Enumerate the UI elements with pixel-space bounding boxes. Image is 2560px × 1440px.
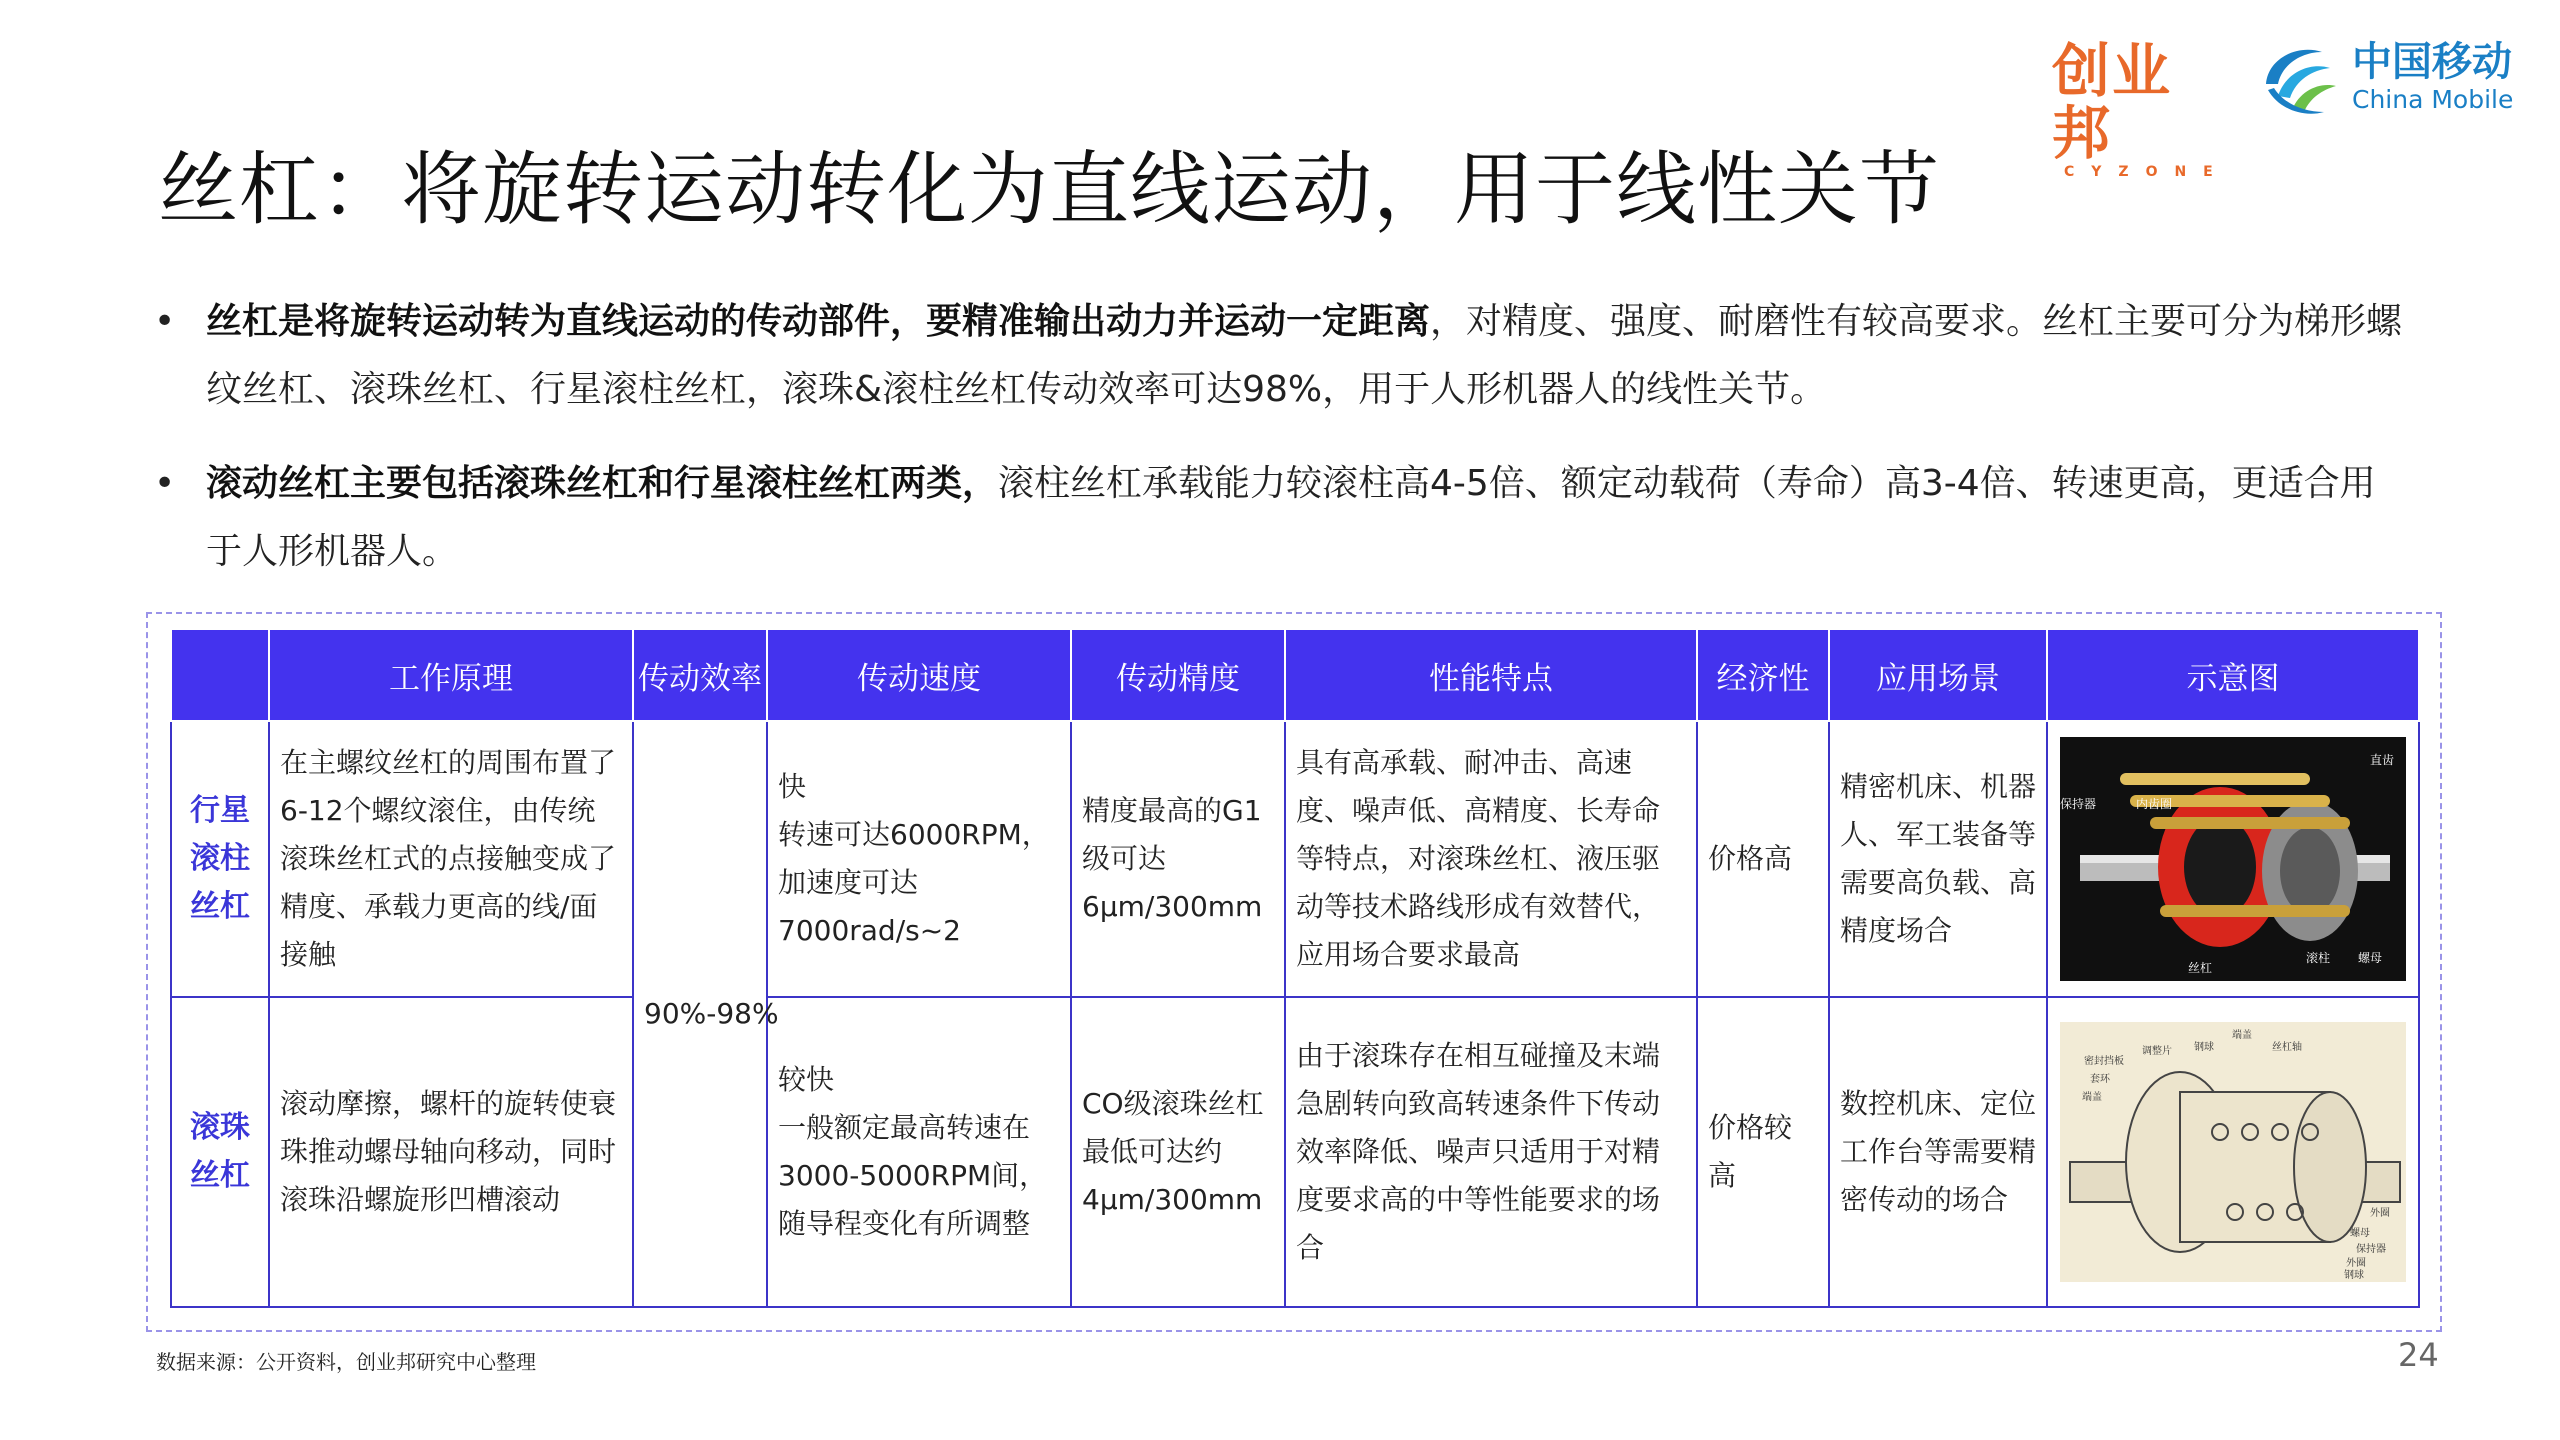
row-name-cell: 滚珠丝杠 <box>171 997 269 1307</box>
header-cell-features: 性能特点 <box>1285 629 1697 721</box>
ball-screw-image-label: 外圈 <box>2346 1258 2366 1269</box>
china-mobile-emblem-icon <box>2258 38 2342 122</box>
principle-cell: 滚动摩擦，螺杆的旋转使衰珠推动螺母轴向移动，同时滚珠沿螺旋形凹槽滚动 <box>269 997 633 1307</box>
ball-screw-image-label: 调整片 <box>2142 1046 2172 1057</box>
planetary-image-label: 保持器 <box>2060 797 2097 811</box>
header-cell-economy: 经济性 <box>1697 629 1829 721</box>
efficiency-cell: 90%-98% <box>633 721 767 1307</box>
speed-cell: 快 转速可达6000RPM，加速度可达7000rad/s~2 <box>767 721 1071 997</box>
ball-screw-image-label: 钢球 <box>2194 1042 2214 1053</box>
table-row <box>171 721 2419 997</box>
ball-screw-image-label: 钢球 <box>2344 1270 2364 1281</box>
cyzone-logo-text: 创业邦 <box>2052 37 2173 167</box>
features-cell: 具有高承载、耐冲击、高速度、噪声低、高精度、长寿命等特点，对滚珠丝杠、液压驱动等技术路线形成有效替代，应用场合要求最高 <box>1285 721 1697 997</box>
header-cell-principle: 工作原理 <box>269 629 633 721</box>
economy-cell: 价格高 <box>1697 721 1829 997</box>
bullet-item <box>150 450 2410 586</box>
bullet-dot-icon: • <box>154 301 176 342</box>
ball-screw-image-label: 端盖 <box>2082 1092 2102 1103</box>
ball-screw-image <box>2060 1022 2406 1282</box>
bullet-text: 滚柱丝杠承载能力较滚柱高4-5倍、额定动载荷（寿命）高3-4倍、转速更高，更适合用于人形机器人。 <box>206 463 2376 572</box>
china-mobile-cn-text: 中国移动 <box>2352 39 2512 85</box>
china-mobile-en-text: China Mobile <box>2352 85 2514 114</box>
bullet-bold-text: 滚动丝杠主要包括滚珠丝杠和行星滚柱丝杠两类， <box>206 463 999 504</box>
row-name-cell: 行星滚柱丝杠 <box>171 721 269 997</box>
header-cell-application: 应用场景 <box>1829 629 2047 721</box>
table-row <box>171 997 2419 1307</box>
features-cell: 由于滚珠存在相互碰撞及末端急剧转向致高转速条件下传动效率降低、噪声只适用于对精度要求高的中等性能要求的场合 <box>1285 997 1697 1307</box>
bullet-dot-icon: • <box>154 463 176 504</box>
cyzone-logo <box>2052 37 2230 180</box>
footnote-source: 数据来源：公开资料，创业邦研究中心整理 <box>156 1350 536 1374</box>
page-number: 24 <box>2398 1336 2439 1374</box>
ball-screw-image-label: 端盖 <box>2232 1030 2252 1041</box>
planetary-image-label: 丝杠 <box>2188 961 2213 975</box>
principle-cell: 在主螺纹丝杠的周围布置了6-12个螺纹滚住，由传统滚珠丝杠式的点接触变成了精度、承载力更高的线/面接触 <box>269 721 633 997</box>
bullet-item <box>150 288 2410 424</box>
planetary-image-label: 螺母 <box>2358 951 2383 965</box>
ball-screw-image-label: 保持器 <box>2356 1244 2386 1255</box>
planetary-image-label: 内齿圈 <box>2136 797 2173 811</box>
diagram-cell <box>2047 997 2419 1307</box>
table-header-row <box>171 629 2419 721</box>
application-cell: 数控机床、定位工作台等需要精密传动的场合 <box>1829 997 2047 1307</box>
header-cell-speed: 传动速度 <box>767 629 1071 721</box>
precision-cell: 精度最高的G1级可达6μm/300mm <box>1071 721 1285 997</box>
speed-cell: 较快 一般额定最高转速在3000-5000RPM间，随导程变化有所调整 <box>767 997 1071 1307</box>
page-title: 丝杠：将旋转运动转化为直线运动，用于线性关节 <box>158 143 1940 236</box>
ball-screw-image-label: 螺母 <box>2350 1228 2370 1239</box>
ball-screw-image-label: 丝杠轴 <box>2272 1042 2302 1053</box>
economy-cell: 价格较高 <box>1697 997 1829 1307</box>
header-cell-diagram: 示意图 <box>2047 629 2419 721</box>
planetary-roller-screw-image <box>2060 737 2406 981</box>
cyzone-logo-subtext: CYZONE <box>2064 164 2230 180</box>
header-cell-precision: 传动精度 <box>1071 629 1285 721</box>
bullet-list <box>150 288 2410 612</box>
diagram-cell <box>2047 721 2419 997</box>
ball-screw-image-label: 外圈 <box>2370 1208 2390 1219</box>
china-mobile-logo <box>2258 36 2528 126</box>
bullet-text: ，对精度、强度、耐磨性有较高要求。丝杠主要可分为梯形螺纹丝杠、滚珠丝杠、行星滚柱丝杠，滚珠&滚柱丝杠传动效率可达98%，用于人形机器人的线性关节。 <box>206 301 2403 410</box>
planetary-roller-screw-illustration <box>2060 737 2406 981</box>
application-cell: 精密机床、机器人、军工装备等需要高负载、高精度场合 <box>1829 721 2047 997</box>
ball-screw-image-label: 套环 <box>2090 1074 2110 1085</box>
planetary-image-label: 滚柱 <box>2306 951 2331 965</box>
header-cell-blank <box>171 629 269 721</box>
comparison-table <box>170 628 2420 1308</box>
precision-cell: CO级滚珠丝杠最低可达约4μm/300mm <box>1071 997 1285 1307</box>
header-cell-efficiency: 传动效率 <box>633 629 767 721</box>
ball-screw-image-label: 密封挡板 <box>2084 1056 2124 1067</box>
planetary-image-label: 直齿 <box>2370 753 2395 767</box>
bullet-bold-text: 丝杠是将旋转运动转为直线运动的传动部件，要精准输出动力并运动一定距离 <box>206 301 1431 342</box>
